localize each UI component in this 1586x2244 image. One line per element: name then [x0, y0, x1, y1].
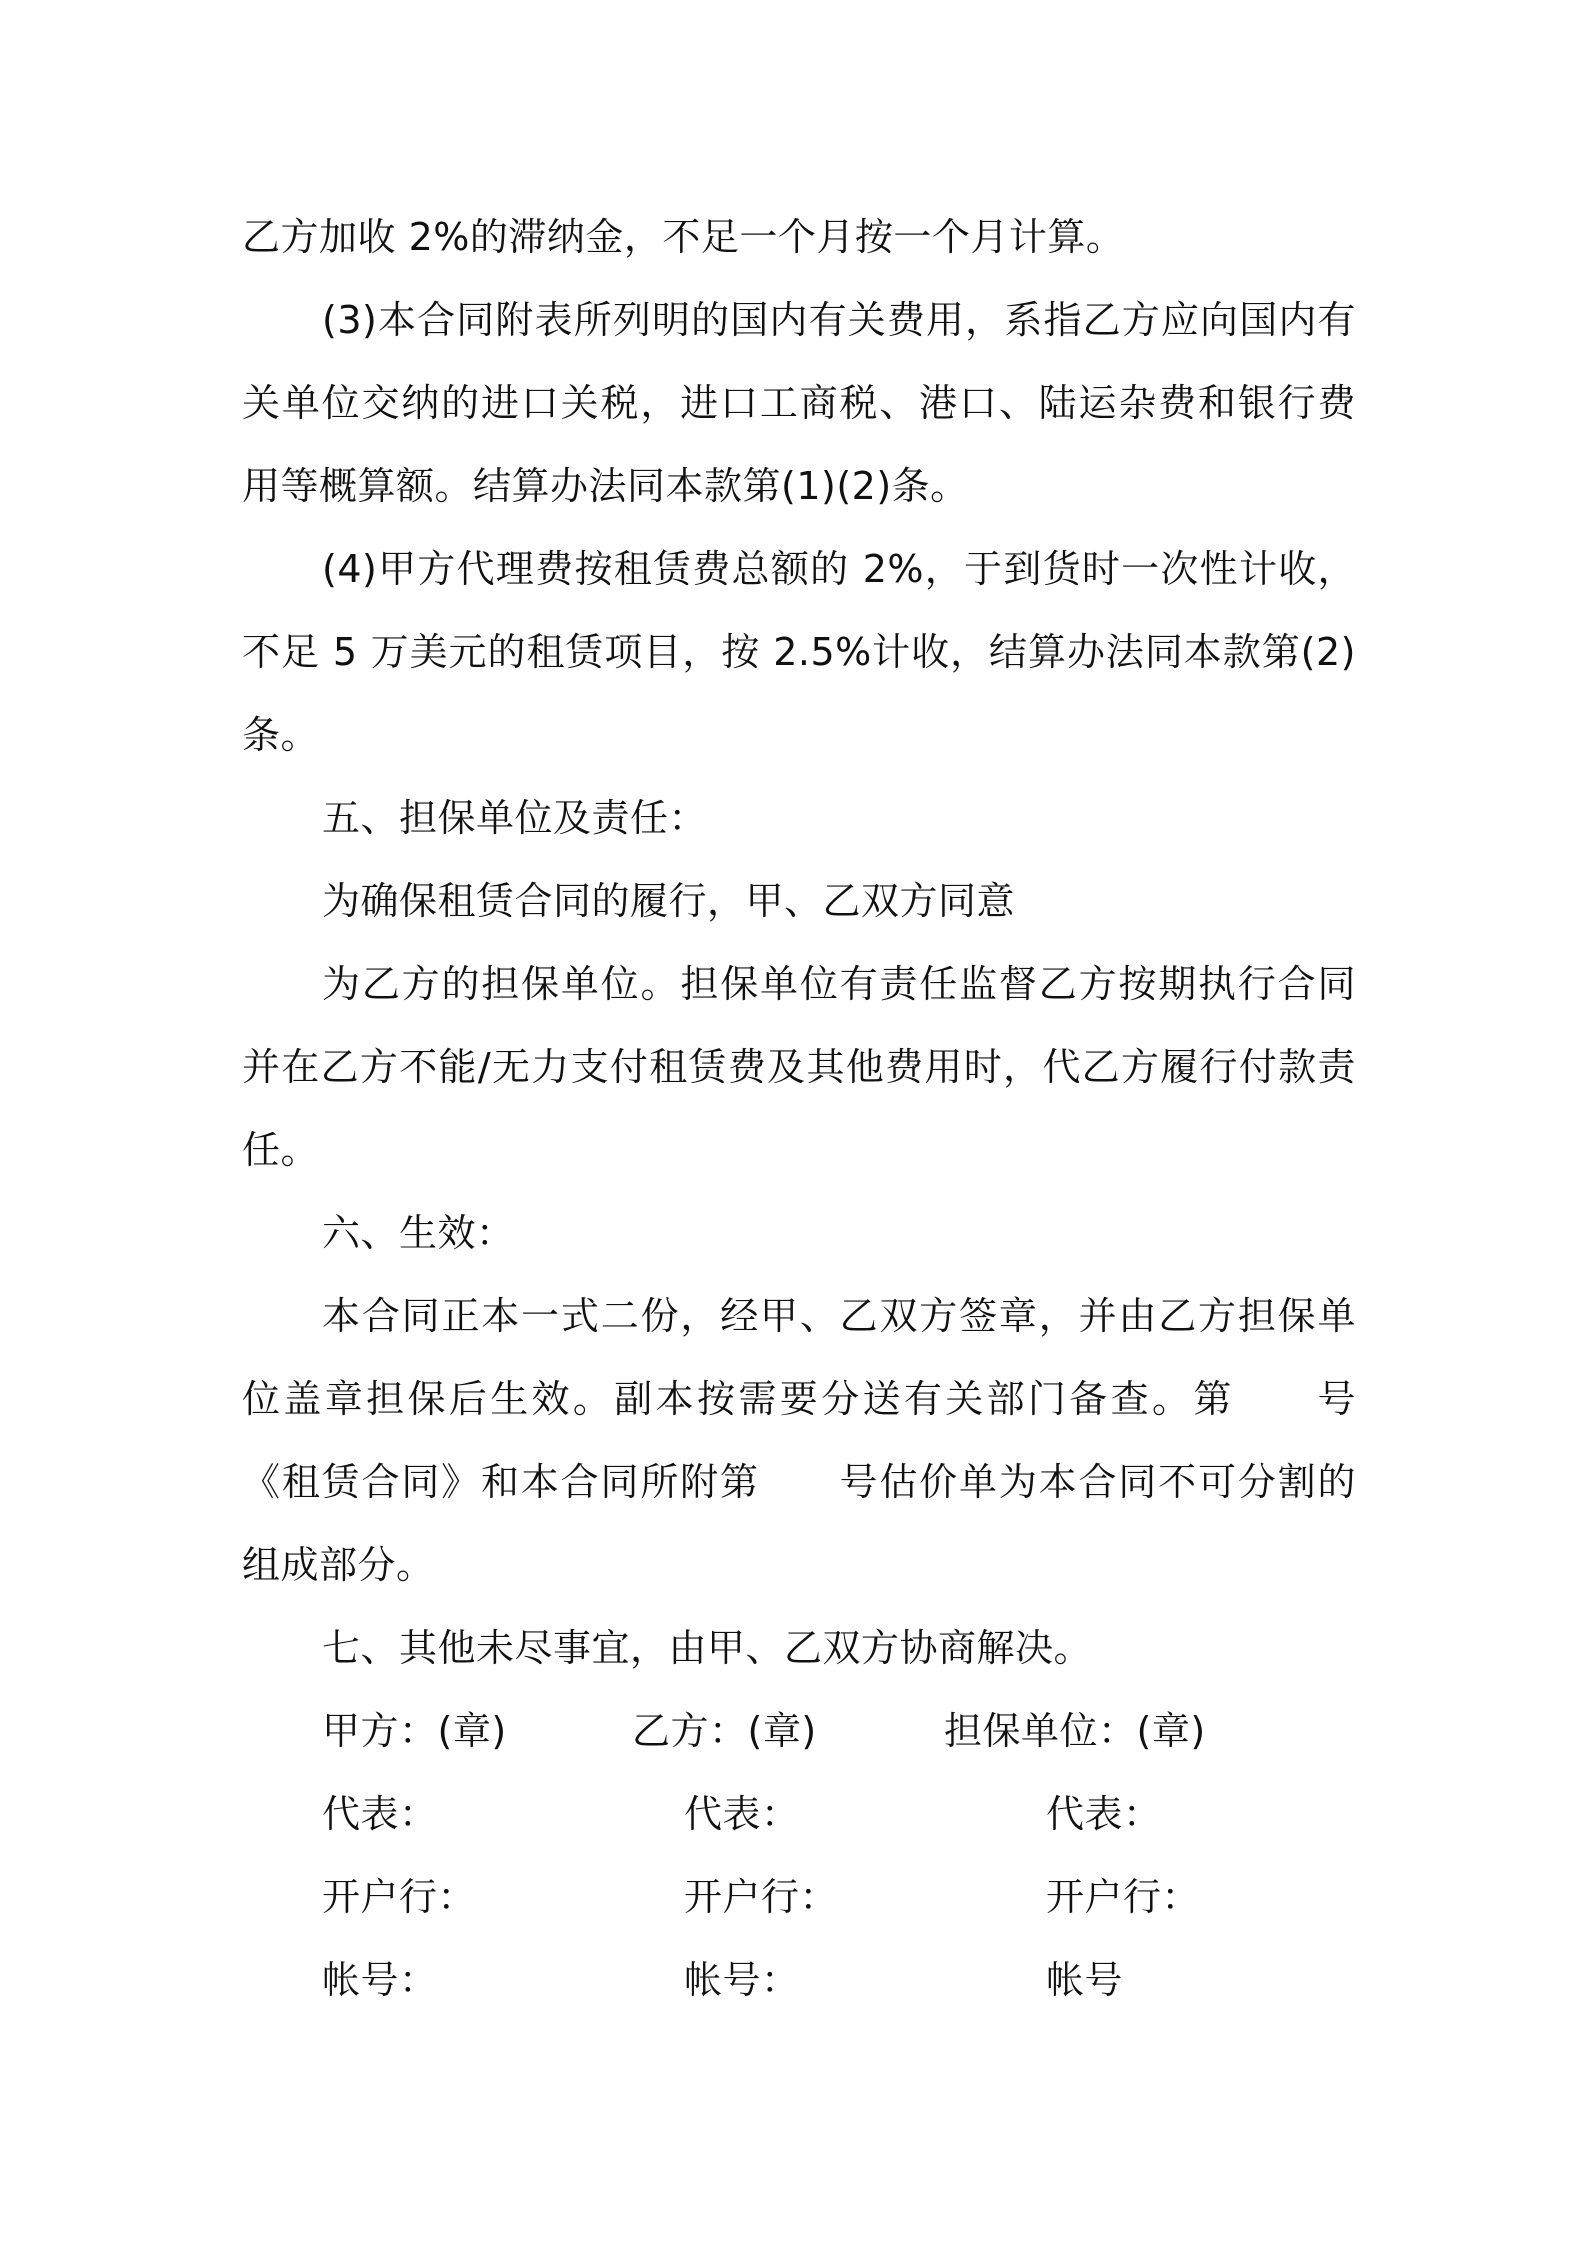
- party-b-representative: 代表：: [684, 1792, 800, 1836]
- party-a-account: 帐号：: [322, 1958, 438, 2002]
- party-a-bank: 开户行：: [322, 1875, 477, 1919]
- signature-bank-row: [242, 1856, 1356, 1939]
- paragraph-effectiveness: 本合同正本一式二份，经甲、乙双方签章，并由乙方担保单位盖章担保后生效。副本按需要分送有关部门备查。第 号《租赁合同》和本合同所附第 号估价单为本合同不可分割的组成部分。: [242, 1294, 1356, 1587]
- guarantor-seal: 担保单位：(章): [944, 1709, 1206, 1753]
- guarantor-representative: 代表：: [1046, 1792, 1162, 1836]
- heading-effectiveness-section: 六、生效：: [322, 1211, 515, 1255]
- paragraph-guarantor-duty: 为乙方的担保单位。担保单位有责任监督乙方按期执行合同并在乙方不能/无力支付租赁费及其他费用时，代乙方履行付款责任。: [242, 962, 1356, 1172]
- party-b-bank: 开户行：: [684, 1875, 839, 1919]
- signature-party-row: [242, 1690, 1356, 1773]
- signature-account-row: [242, 1939, 1356, 2022]
- party-b-seal: 乙方：(章): [632, 1709, 817, 1753]
- contract-body: [242, 196, 1356, 2022]
- paragraph-clause-4: (4)甲方代理费按租赁费总额的 2%，于到货时一次性计收，不足 5 万美元的租赁项目，按 2.5%计收，结算办法同本款第(2)条。: [242, 547, 1356, 757]
- party-a-representative: 代表：: [322, 1792, 438, 1836]
- heading-guarantor-section: 五、担保单位及责任：: [322, 796, 708, 840]
- paragraph-other-matters: 七、其他未尽事宜，由甲、乙双方协商解决。: [322, 1626, 1093, 1670]
- party-a-seal: 甲方：(章): [322, 1709, 507, 1753]
- guarantor-bank: 开户行：: [1046, 1875, 1201, 1919]
- signature-block: [242, 1690, 1356, 2022]
- guarantor-account: 帐号: [1046, 1958, 1124, 2002]
- paragraph-guarantor-agreement: 为确保租赁合同的履行，甲、乙双方同意: [322, 879, 1016, 923]
- paragraph-clause-3: (3)本合同附表所列明的国内有关费用，系指乙方应向国内有关单位交纳的进口关税，进口工商税、港口、陆运杂费和银行费用等概算额。结算办法同本款第(1)(2)条。: [242, 298, 1356, 508]
- paragraph-late-fee: 乙方加收 2%的滞纳金，不足一个月按一个月计算。: [242, 215, 1125, 259]
- party-b-account: 帐号：: [684, 1958, 800, 2002]
- signature-representative-row: [242, 1773, 1356, 1856]
